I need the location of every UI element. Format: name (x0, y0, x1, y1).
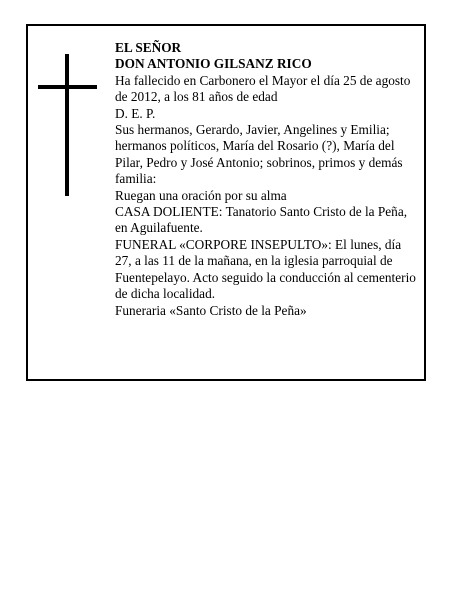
mourning-house: CASA DOLIENTE: Tanatorio Santo Cristo de la Peña, en Aguilafuente. (115, 204, 408, 236)
funeral-home: Funeraria «Santo Cristo de la Peña» (115, 302, 307, 318)
family-list: Sus hermanos, Gerardo, Javier, Angelines y Emilia; hermanos políticos, María del Rosario (?), María del Pilar, Pedro y José Antonio; sobrinos, primos y demás familia: (115, 122, 403, 187)
obituary-notice (26, 24, 426, 381)
death-statement: Ha fallecido en Carbonero el Mayor el día 25 de agosto de 2012, a los 81 años de edad (115, 72, 411, 105)
cross-icon (65, 54, 69, 196)
cross-icon-bar (38, 85, 97, 89)
rest-in-peace: D. E. P. (115, 105, 156, 121)
prayer-request: Ruegan una oración por su alma (115, 187, 287, 203)
obituary-text (115, 40, 421, 319)
obituary-title: EL SEÑOR (115, 40, 182, 55)
deceased-name: DON ANTONIO GILSANZ RICO (115, 56, 312, 72)
funeral-details: FUNERAL «CORPORE INSEPULTO»: El lunes, día 27, a las 11 de la mañana, en la iglesia parroquial de Fuentepelayo. Acto seguido la conducción al cementerio de dicha localidad. (115, 236, 416, 302)
